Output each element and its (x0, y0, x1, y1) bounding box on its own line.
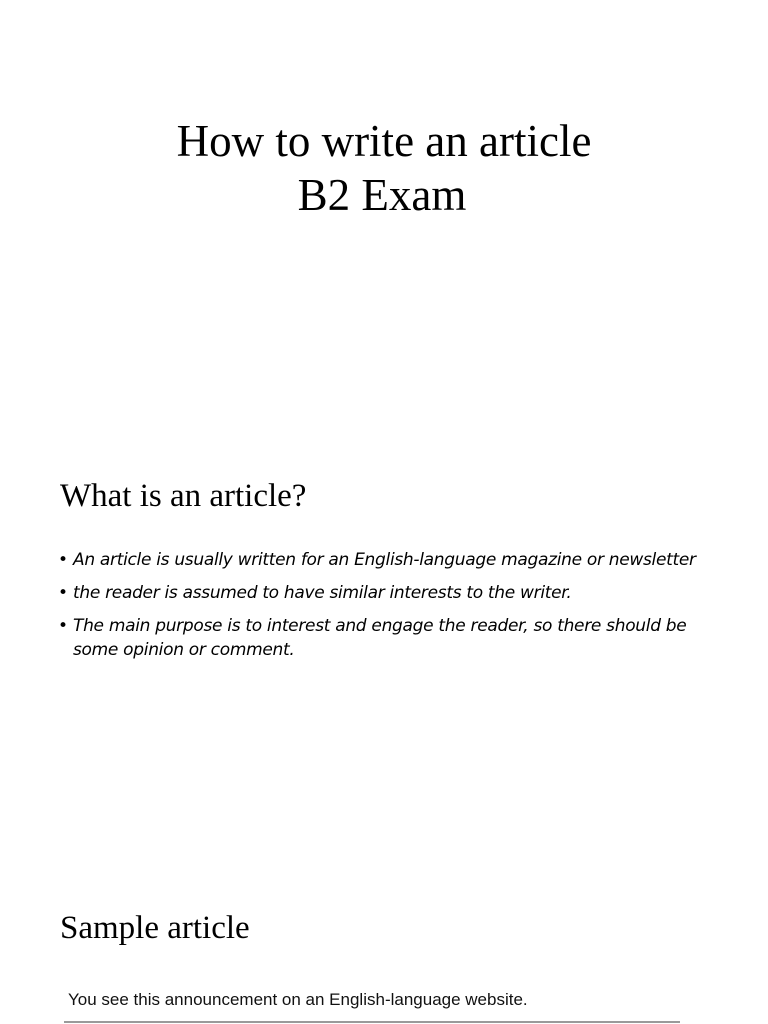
slide-heading: Sample article (60, 910, 250, 946)
title-line-subtitle: B2 Exam (297, 170, 467, 220)
title-line-main: How to write an article (176, 116, 592, 166)
announcement-text: You see this announcement on an English-language website. (68, 990, 528, 1009)
bullet-icon: • (58, 550, 68, 570)
divider (64, 1021, 680, 1023)
bullet-text: The main purpose is to interest and engage the reader, so there should be some opinion or comment. (73, 616, 687, 660)
bullet-list (58, 548, 698, 671)
title-slide (0, 0, 768, 432)
bullet-text: An article is usually written for an English-language magazine or newsletter (73, 550, 696, 570)
bullet-icon: • (58, 583, 68, 603)
definition-slide (0, 432, 768, 864)
bullet-text: the reader is assumed to have similar interests to the writer. (73, 583, 572, 603)
bullet-icon: • (58, 616, 68, 636)
bullet-item (58, 614, 698, 662)
slide-title (0, 114, 768, 222)
slide-heading: What is an article? (60, 478, 307, 514)
bullet-item (58, 548, 698, 572)
sample-slide (0, 864, 768, 1024)
bullet-item (58, 581, 698, 605)
